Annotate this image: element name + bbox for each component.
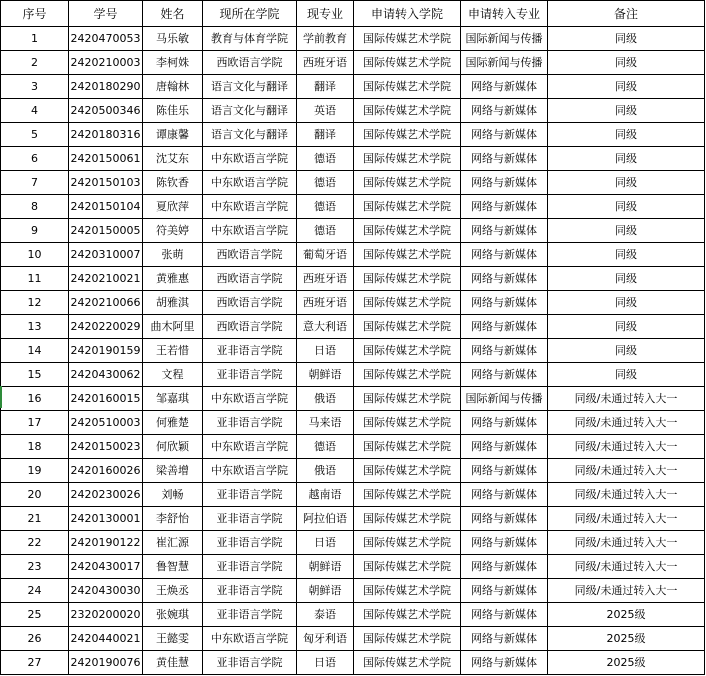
cell-index[interactable]: 17 — [1, 411, 69, 435]
cell-student-id[interactable]: 2420470053 — [69, 27, 143, 51]
cell-name[interactable]: 何欣颖 — [143, 435, 203, 459]
table-row — [1, 315, 705, 339]
cell-student-id[interactable]: 2420190159 — [69, 339, 143, 363]
table-row — [1, 435, 705, 459]
cell-current-major[interactable]: 阿拉伯语 — [297, 507, 354, 531]
cell-current-college[interactable]: 中东欧语言学院 — [203, 195, 297, 219]
cell-current-major[interactable]: 匈牙利语 — [297, 627, 354, 651]
cell-target-college[interactable]: 国际传媒艺术学院 — [354, 267, 461, 291]
cell-index[interactable]: 12 — [1, 291, 69, 315]
cell-target-major[interactable]: 网络与新媒体 — [461, 411, 548, 435]
cell-current-college[interactable]: 西欧语言学院 — [203, 243, 297, 267]
header-row — [1, 1, 705, 27]
cell-current-college[interactable]: 亚非语言学院 — [203, 363, 297, 387]
cell-name[interactable]: 黄佳慧 — [143, 651, 203, 675]
header-target-major[interactable]: 申请转入专业 — [461, 1, 548, 27]
cell-student-id[interactable]: 2420500346 — [69, 99, 143, 123]
table-row — [1, 339, 705, 363]
cell-index[interactable]: 2 — [1, 51, 69, 75]
cell-name[interactable]: 王若惜 — [143, 339, 203, 363]
cell-target-college[interactable]: 国际传媒艺术学院 — [354, 507, 461, 531]
cell-target-major[interactable]: 国际新闻与传播 — [461, 387, 548, 411]
cell-target-major[interactable]: 网络与新媒体 — [461, 171, 548, 195]
cell-target-college[interactable]: 国际传媒艺术学院 — [354, 363, 461, 387]
cell-current-college[interactable]: 中东欧语言学院 — [203, 435, 297, 459]
cell-target-college[interactable]: 国际传媒艺术学院 — [354, 603, 461, 627]
cell-target-college[interactable]: 国际传媒艺术学院 — [354, 459, 461, 483]
cell-name[interactable]: 胡雅淇 — [143, 291, 203, 315]
cell-name[interactable]: 李舒怡 — [143, 507, 203, 531]
cell-target-college[interactable]: 国际传媒艺术学院 — [354, 555, 461, 579]
cell-student-id[interactable]: 2420210003 — [69, 51, 143, 75]
cell-target-major[interactable]: 国际新闻与传播 — [461, 51, 548, 75]
cell-index[interactable]: 21 — [1, 507, 69, 531]
cell-current-college[interactable]: 中东欧语言学院 — [203, 459, 297, 483]
cell-remarks[interactable]: 同级 — [548, 315, 705, 339]
table-row — [1, 75, 705, 99]
cell-student-id[interactable]: 2420210021 — [69, 267, 143, 291]
cell-target-major[interactable]: 网络与新媒体 — [461, 315, 548, 339]
cell-target-major[interactable]: 网络与新媒体 — [461, 75, 548, 99]
cell-index[interactable]: 8 — [1, 195, 69, 219]
cell-current-major[interactable]: 翻译 — [297, 123, 354, 147]
cell-remarks[interactable]: 同级 — [548, 219, 705, 243]
cell-name[interactable]: 崔汇源 — [143, 531, 203, 555]
header-remarks[interactable]: 备注 — [548, 1, 705, 27]
table-row — [1, 195, 705, 219]
cell-target-college[interactable]: 国际传媒艺术学院 — [354, 243, 461, 267]
cell-target-major[interactable]: 网络与新媒体 — [461, 459, 548, 483]
table-row — [1, 147, 705, 171]
cell-target-college[interactable]: 国际传媒艺术学院 — [354, 315, 461, 339]
cell-current-college[interactable]: 中东欧语言学院 — [203, 171, 297, 195]
cell-current-college[interactable]: 语言文化与翻译 — [203, 99, 297, 123]
cell-current-major[interactable]: 德语 — [297, 219, 354, 243]
cell-target-college[interactable]: 国际传媒艺术学院 — [354, 483, 461, 507]
cell-index[interactable]: 18 — [1, 435, 69, 459]
cell-name[interactable]: 张婉琪 — [143, 603, 203, 627]
cell-student-id[interactable]: 2420130001 — [69, 507, 143, 531]
cell-index[interactable]: 3 — [1, 75, 69, 99]
cell-current-college[interactable]: 亚非语言学院 — [203, 603, 297, 627]
cell-target-major[interactable]: 网络与新媒体 — [461, 363, 548, 387]
cell-target-major[interactable]: 网络与新媒体 — [461, 531, 548, 555]
cell-index[interactable]: 7 — [1, 171, 69, 195]
cell-student-id[interactable]: 2320200020 — [69, 603, 143, 627]
cell-index[interactable]: 10 — [1, 243, 69, 267]
table-row — [1, 483, 705, 507]
cell-name[interactable]: 陈钦香 — [143, 171, 203, 195]
cell-current-major[interactable]: 越南语 — [297, 483, 354, 507]
cell-remarks[interactable]: 同级/未通过转入大一 — [548, 483, 705, 507]
cell-remarks[interactable]: 同级/未通过转入大一 — [548, 411, 705, 435]
cell-name[interactable]: 夏欣萍 — [143, 195, 203, 219]
cell-remarks[interactable]: 同级/未通过转入大一 — [548, 435, 705, 459]
cell-target-college[interactable]: 国际传媒艺术学院 — [354, 219, 461, 243]
cell-remarks[interactable]: 同级 — [548, 267, 705, 291]
cell-student-id[interactable]: 2420150104 — [69, 195, 143, 219]
cell-remarks[interactable]: 2025级 — [548, 627, 705, 651]
cell-target-college[interactable]: 国际传媒艺术学院 — [354, 387, 461, 411]
cell-target-major[interactable]: 网络与新媒体 — [461, 99, 548, 123]
table-row — [1, 363, 705, 387]
cell-remarks[interactable]: 2025级 — [548, 651, 705, 675]
cell-target-major[interactable]: 网络与新媒体 — [461, 579, 548, 603]
cell-remarks[interactable]: 同级 — [548, 363, 705, 387]
cell-name[interactable]: 唐翰林 — [143, 75, 203, 99]
cell-target-college[interactable]: 国际传媒艺术学院 — [354, 195, 461, 219]
header-current-major[interactable]: 现专业 — [297, 1, 354, 27]
table-row — [1, 555, 705, 579]
cell-target-major[interactable]: 网络与新媒体 — [461, 147, 548, 171]
cell-student-id[interactable]: 2420430062 — [69, 363, 143, 387]
cell-target-college[interactable]: 国际传媒艺术学院 — [354, 123, 461, 147]
cell-student-id[interactable]: 2420430030 — [69, 579, 143, 603]
table-row — [1, 651, 705, 675]
cell-student-id[interactable]: 2420190122 — [69, 531, 143, 555]
cell-name[interactable]: 刘畅 — [143, 483, 203, 507]
table-row — [1, 171, 705, 195]
cell-current-major[interactable]: 朝鲜语 — [297, 579, 354, 603]
cell-target-college[interactable]: 国际传媒艺术学院 — [354, 291, 461, 315]
cell-index[interactable]: 15 — [1, 363, 69, 387]
cell-current-college[interactable]: 中东欧语言学院 — [203, 147, 297, 171]
cell-remarks[interactable]: 同级 — [548, 123, 705, 147]
cell-index[interactable]: 19 — [1, 459, 69, 483]
cell-target-major[interactable]: 网络与新媒体 — [461, 555, 548, 579]
cell-remarks[interactable]: 同级/未通过转入大一 — [548, 531, 705, 555]
cell-target-major[interactable]: 网络与新媒体 — [461, 123, 548, 147]
table-row — [1, 459, 705, 483]
cell-current-college[interactable]: 亚非语言学院 — [203, 483, 297, 507]
cell-target-college[interactable]: 国际传媒艺术学院 — [354, 651, 461, 675]
cell-name[interactable]: 曲木阿里 — [143, 315, 203, 339]
cell-current-major[interactable]: 泰语 — [297, 603, 354, 627]
cell-index[interactable]: 9 — [1, 219, 69, 243]
cell-name[interactable]: 李柯姝 — [143, 51, 203, 75]
cell-remarks[interactable]: 同级/未通过转入大一 — [548, 387, 705, 411]
cell-target-major[interactable]: 网络与新媒体 — [461, 483, 548, 507]
cell-index[interactable]: 25 — [1, 603, 69, 627]
cell-remarks[interactable]: 2025级 — [548, 603, 705, 627]
cell-current-college[interactable]: 亚非语言学院 — [203, 411, 297, 435]
cell-current-college[interactable]: 亚非语言学院 — [203, 555, 297, 579]
cell-index[interactable]: 1 — [1, 27, 69, 51]
cell-index[interactable]: 14 — [1, 339, 69, 363]
cell-name[interactable]: 张萌 — [143, 243, 203, 267]
cell-target-major[interactable]: 网络与新媒体 — [461, 651, 548, 675]
cell-current-college[interactable]: 教育与体育学院 — [203, 27, 297, 51]
cell-name[interactable]: 符美婷 — [143, 219, 203, 243]
cell-current-major[interactable]: 德语 — [297, 147, 354, 171]
cell-current-college[interactable]: 西欧语言学院 — [203, 51, 297, 75]
cell-remarks[interactable]: 同级/未通过转入大一 — [548, 507, 705, 531]
cell-target-major[interactable]: 网络与新媒体 — [461, 291, 548, 315]
cell-current-college[interactable]: 中东欧语言学院 — [203, 387, 297, 411]
cell-remarks[interactable]: 同级 — [548, 291, 705, 315]
cell-current-college[interactable]: 语言文化与翻译 — [203, 123, 297, 147]
cell-index[interactable]: 22 — [1, 531, 69, 555]
cell-remarks[interactable]: 同级 — [548, 171, 705, 195]
cell-target-college[interactable]: 国际传媒艺术学院 — [354, 99, 461, 123]
cell-target-college[interactable]: 国际传媒艺术学院 — [354, 531, 461, 555]
cell-current-college[interactable]: 语言文化与翻译 — [203, 75, 297, 99]
table-row — [1, 27, 705, 51]
cell-current-major[interactable]: 西班牙语 — [297, 291, 354, 315]
header-target-college[interactable]: 申请转入学院 — [354, 1, 461, 27]
cell-name[interactable]: 鲁智慧 — [143, 555, 203, 579]
cell-index[interactable]: 16 — [1, 387, 69, 411]
cell-current-major[interactable]: 日语 — [297, 339, 354, 363]
cell-current-major[interactable]: 德语 — [297, 435, 354, 459]
cell-current-major[interactable]: 俄语 — [297, 387, 354, 411]
cell-current-college[interactable]: 亚非语言学院 — [203, 531, 297, 555]
cell-student-id[interactable]: 2420180290 — [69, 75, 143, 99]
cell-name[interactable]: 文程 — [143, 363, 203, 387]
cell-name[interactable]: 梁善增 — [143, 459, 203, 483]
cell-current-college[interactable]: 中东欧语言学院 — [203, 219, 297, 243]
cell-student-id[interactable]: 2420160015 — [69, 387, 143, 411]
cell-remarks[interactable]: 同级/未通过转入大一 — [548, 579, 705, 603]
cell-student-id[interactable]: 2420150023 — [69, 435, 143, 459]
cell-current-college[interactable]: 中东欧语言学院 — [203, 627, 297, 651]
cell-current-college[interactable]: 西欧语言学院 — [203, 267, 297, 291]
cell-index[interactable]: 6 — [1, 147, 69, 171]
cell-name[interactable]: 陈佳乐 — [143, 99, 203, 123]
cell-current-major[interactable]: 意大利语 — [297, 315, 354, 339]
table-row — [1, 291, 705, 315]
cell-target-major[interactable]: 网络与新媒体 — [461, 603, 548, 627]
cell-target-college[interactable]: 国际传媒艺术学院 — [354, 147, 461, 171]
cell-current-college[interactable]: 亚非语言学院 — [203, 651, 297, 675]
cell-target-college[interactable]: 国际传媒艺术学院 — [354, 435, 461, 459]
cell-index[interactable]: 27 — [1, 651, 69, 675]
table-row — [1, 531, 705, 555]
cell-name[interactable]: 黄雅惠 — [143, 267, 203, 291]
cell-name[interactable]: 沈艾东 — [143, 147, 203, 171]
cell-name[interactable]: 马乐敏 — [143, 27, 203, 51]
cell-target-major[interactable]: 网络与新媒体 — [461, 627, 548, 651]
cell-student-id[interactable]: 2420150061 — [69, 147, 143, 171]
header-index[interactable]: 序号 — [1, 1, 69, 27]
cell-remarks[interactable]: 同级/未通过转入大一 — [548, 555, 705, 579]
cell-remarks[interactable]: 同级 — [548, 27, 705, 51]
cell-student-id[interactable]: 2420180316 — [69, 123, 143, 147]
table-row — [1, 99, 705, 123]
cell-current-major[interactable]: 西班牙语 — [297, 267, 354, 291]
cell-name[interactable]: 王焕丞 — [143, 579, 203, 603]
cell-index[interactable]: 20 — [1, 483, 69, 507]
table-row — [1, 123, 705, 147]
cell-target-major[interactable]: 网络与新媒体 — [461, 243, 548, 267]
cell-target-college[interactable]: 国际传媒艺术学院 — [354, 27, 461, 51]
cell-remarks[interactable]: 同级 — [548, 75, 705, 99]
table-row — [1, 219, 705, 243]
cell-current-college[interactable]: 西欧语言学院 — [203, 315, 297, 339]
cell-student-id[interactable]: 2420150005 — [69, 219, 143, 243]
cell-student-id[interactable]: 2420310007 — [69, 243, 143, 267]
cell-target-college[interactable]: 国际传媒艺术学院 — [354, 171, 461, 195]
cell-target-major[interactable]: 国际新闻与传播 — [461, 27, 548, 51]
cell-student-id[interactable]: 2420210066 — [69, 291, 143, 315]
table-row — [1, 387, 705, 411]
cell-student-id[interactable]: 2420230026 — [69, 483, 143, 507]
cell-target-major[interactable]: 网络与新媒体 — [461, 339, 548, 363]
table-row — [1, 243, 705, 267]
cell-remarks[interactable]: 同级 — [548, 99, 705, 123]
cell-target-college[interactable]: 国际传媒艺术学院 — [354, 75, 461, 99]
cell-target-major[interactable]: 网络与新媒体 — [461, 507, 548, 531]
header-name[interactable]: 姓名 — [143, 1, 203, 27]
cell-target-college[interactable]: 国际传媒艺术学院 — [354, 339, 461, 363]
cell-remarks[interactable]: 同级 — [548, 51, 705, 75]
cell-remarks[interactable]: 同级 — [548, 195, 705, 219]
cell-remarks[interactable]: 同级/未通过转入大一 — [548, 459, 705, 483]
cell-remarks[interactable]: 同级 — [548, 243, 705, 267]
cell-index[interactable]: 26 — [1, 627, 69, 651]
cell-current-major[interactable]: 英语 — [297, 99, 354, 123]
cell-current-major[interactable]: 日语 — [297, 651, 354, 675]
table-row — [1, 51, 705, 75]
cell-current-major[interactable]: 德语 — [297, 171, 354, 195]
table-row — [1, 507, 705, 531]
cell-target-college[interactable]: 国际传媒艺术学院 — [354, 579, 461, 603]
table-row — [1, 627, 705, 651]
cell-index[interactable]: 4 — [1, 99, 69, 123]
cell-current-college[interactable]: 西欧语言学院 — [203, 291, 297, 315]
cell-target-college[interactable]: 国际传媒艺术学院 — [354, 411, 461, 435]
row-edit-marker — [0, 386, 2, 408]
cell-index[interactable]: 11 — [1, 267, 69, 291]
cell-current-major[interactable]: 学前教育 — [297, 27, 354, 51]
cell-current-major[interactable]: 朝鲜语 — [297, 363, 354, 387]
cell-current-college[interactable]: 亚非语言学院 — [203, 339, 297, 363]
cell-student-id[interactable]: 2420430017 — [69, 555, 143, 579]
cell-name[interactable]: 何雅楚 — [143, 411, 203, 435]
table-row — [1, 579, 705, 603]
cell-student-id[interactable]: 2420160026 — [69, 459, 143, 483]
cell-current-major[interactable]: 朝鲜语 — [297, 555, 354, 579]
table-row — [1, 603, 705, 627]
cell-name[interactable]: 邹嘉琪 — [143, 387, 203, 411]
cell-index[interactable]: 5 — [1, 123, 69, 147]
cell-target-college[interactable]: 国际传媒艺术学院 — [354, 627, 461, 651]
cell-index[interactable]: 24 — [1, 579, 69, 603]
cell-current-major[interactable]: 日语 — [297, 531, 354, 555]
cell-current-major[interactable]: 德语 — [297, 195, 354, 219]
cell-index[interactable]: 13 — [1, 315, 69, 339]
header-student-id[interactable]: 学号 — [69, 1, 143, 27]
header-current-college[interactable]: 现所在学院 — [203, 1, 297, 27]
cell-student-id[interactable]: 2420190076 — [69, 651, 143, 675]
cell-target-major[interactable]: 网络与新媒体 — [461, 267, 548, 291]
cell-target-college[interactable]: 国际传媒艺术学院 — [354, 51, 461, 75]
cell-name[interactable]: 谭康馨 — [143, 123, 203, 147]
cell-current-major[interactable]: 葡萄牙语 — [297, 243, 354, 267]
cell-student-id[interactable]: 2420510003 — [69, 411, 143, 435]
cell-current-college[interactable]: 亚非语言学院 — [203, 579, 297, 603]
cell-current-major[interactable]: 西班牙语 — [297, 51, 354, 75]
cell-student-id[interactable]: 2420220029 — [69, 315, 143, 339]
cell-target-major[interactable]: 网络与新媒体 — [461, 195, 548, 219]
cell-index[interactable]: 23 — [1, 555, 69, 579]
cell-current-major[interactable]: 马来语 — [297, 411, 354, 435]
cell-student-id[interactable]: 2420150103 — [69, 171, 143, 195]
cell-target-major[interactable]: 网络与新媒体 — [461, 219, 548, 243]
table-row — [1, 267, 705, 291]
cell-remarks[interactable]: 同级 — [548, 147, 705, 171]
cell-target-major[interactable]: 网络与新媒体 — [461, 435, 548, 459]
cell-current-major[interactable]: 俄语 — [297, 459, 354, 483]
table-row — [1, 411, 705, 435]
cell-name[interactable]: 王懿雯 — [143, 627, 203, 651]
cell-student-id[interactable]: 2420440021 — [69, 627, 143, 651]
cell-current-college[interactable]: 亚非语言学院 — [203, 507, 297, 531]
cell-remarks[interactable]: 同级 — [548, 339, 705, 363]
cell-current-major[interactable]: 翻译 — [297, 75, 354, 99]
